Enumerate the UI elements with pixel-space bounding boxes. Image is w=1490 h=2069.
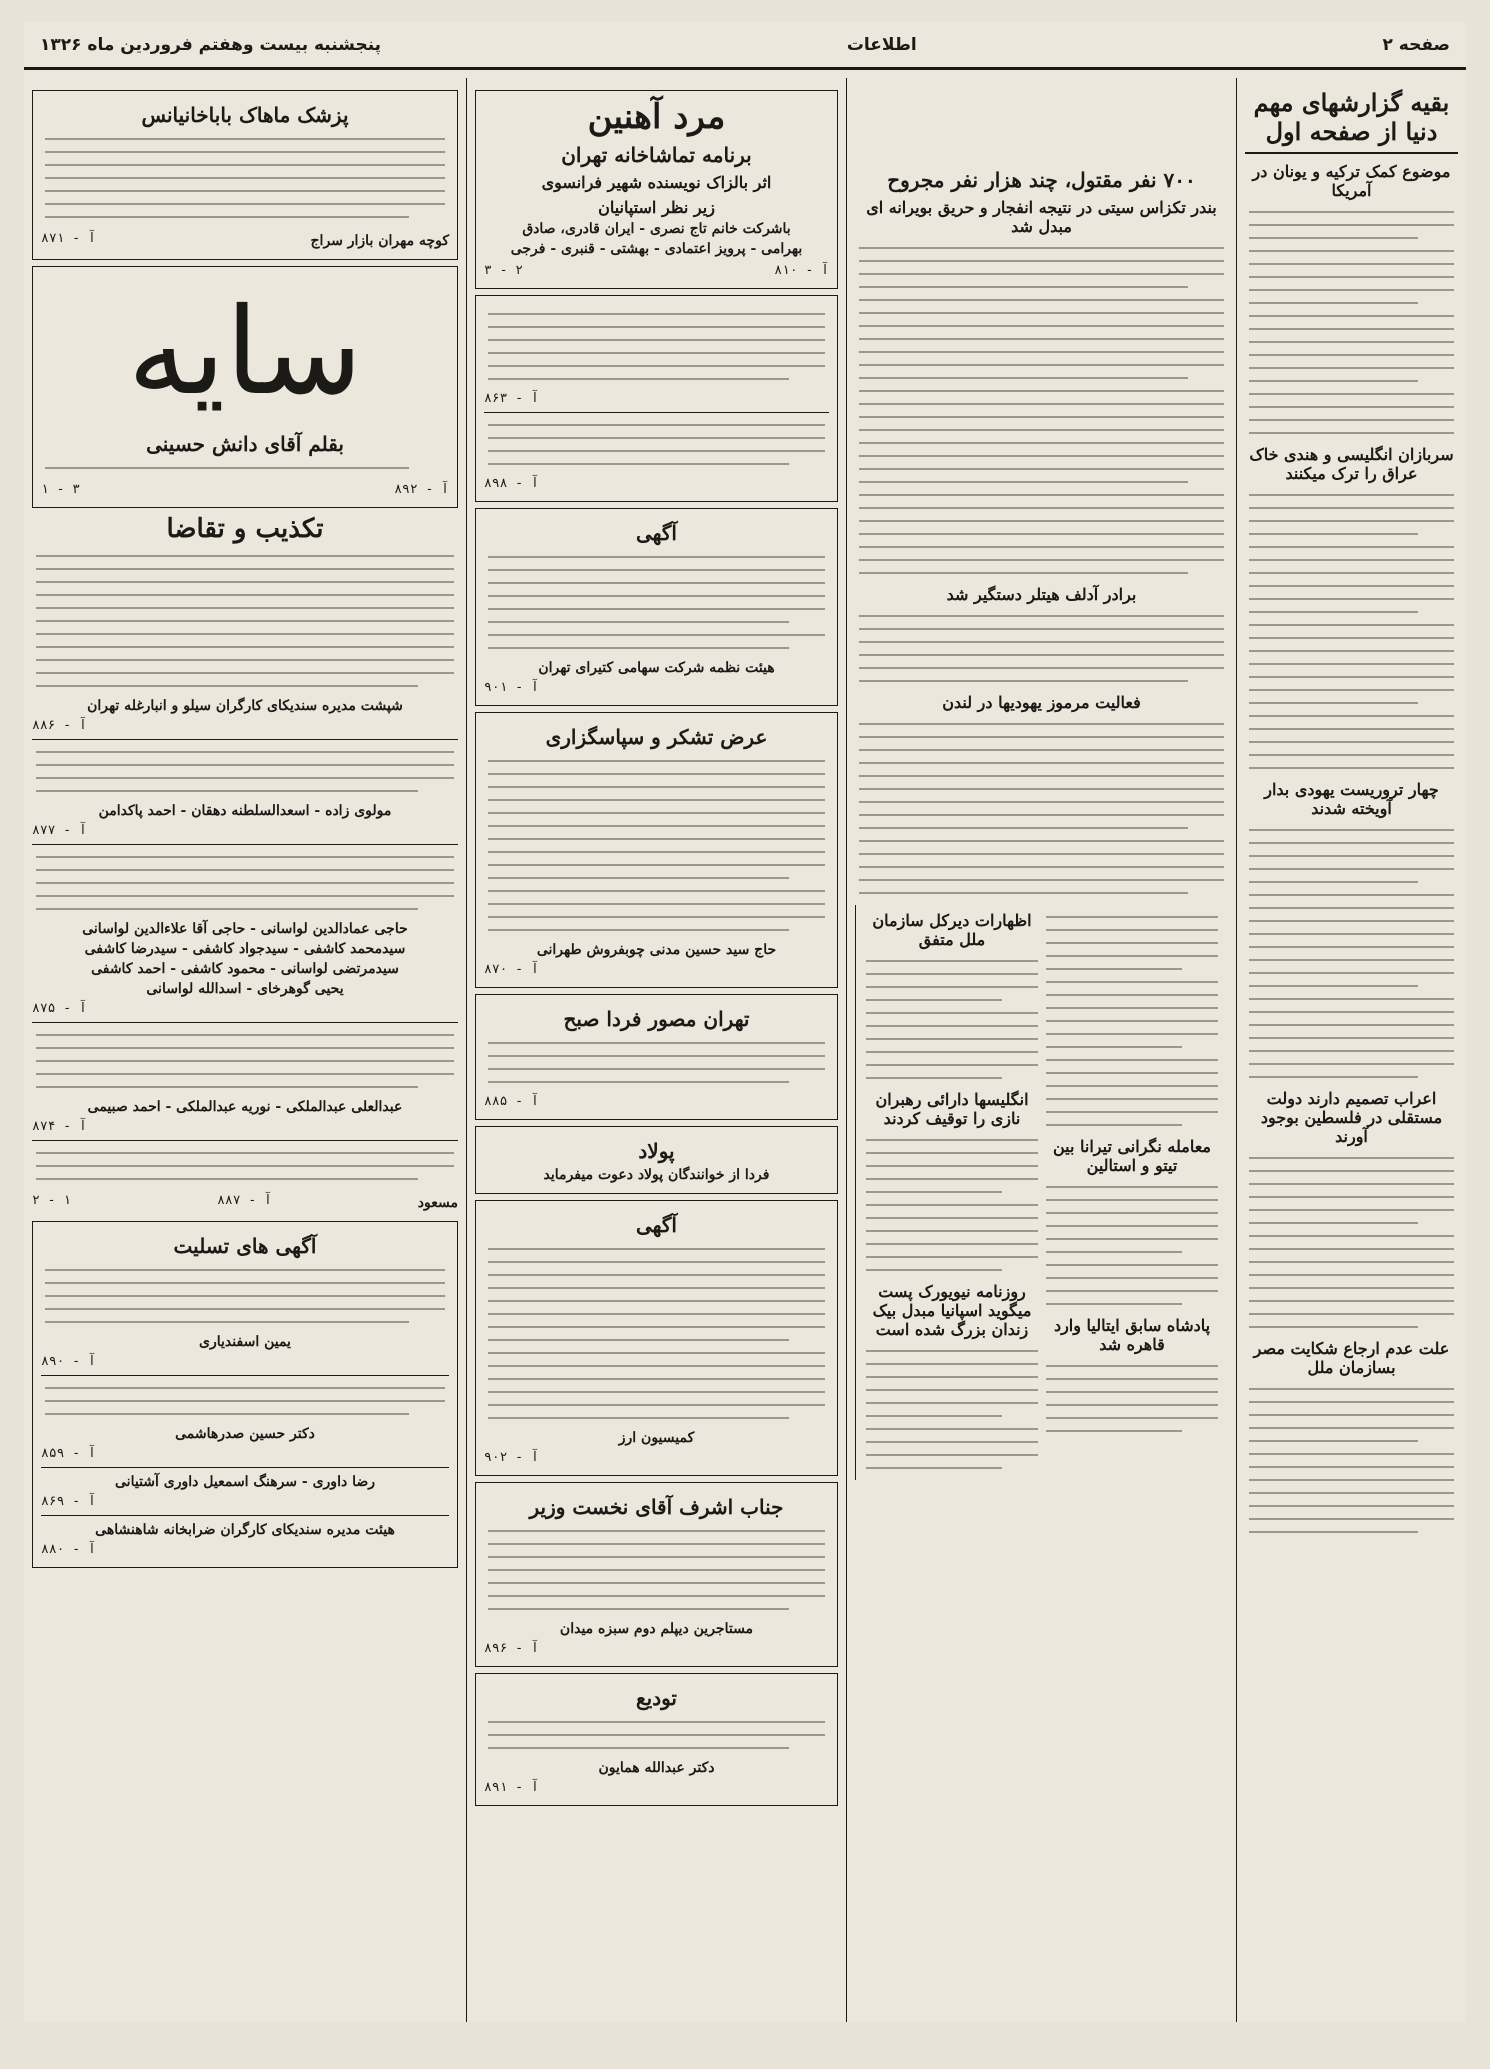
article-body <box>1042 916 1222 1126</box>
article-title: انگلیسها دارائی رهبران نازی را توقیف کردند <box>875 1090 1029 1128</box>
theater-director: زیر نظر استپانیان <box>598 198 715 217</box>
notice-signature: حاج سید حسین مدنی چوبفروش طهرانی <box>536 942 777 958</box>
notice-body <box>484 424 829 465</box>
article-title: موضوع کمک ترکیه و یونان در آمریکا <box>1252 162 1451 200</box>
notice-body <box>484 313 829 380</box>
notice-box <box>475 712 838 988</box>
book-ad <box>32 266 458 508</box>
article-body <box>855 615 1228 682</box>
ad-code: آ - ۸۹۱ <box>484 1780 539 1795</box>
notice-signature: دکتر عبدالله همایون <box>598 1760 715 1776</box>
subcolumn <box>855 905 1042 1480</box>
ad-code: ۱ - ۳ <box>41 482 81 497</box>
doctor-ad <box>32 90 458 260</box>
article-title: معامله نگرانی تیرانا بین تیتو و استالین <box>1052 1137 1211 1175</box>
subcolumns <box>855 905 1228 1480</box>
notice-signature: عبدالعلی عبدالملکی - نوریه عبدالملکی - احمد صبیمی <box>87 1099 403 1115</box>
ad-code: آ - ۸۷۰ <box>484 962 539 977</box>
ad-code: آ - ۸۵۹ <box>41 1446 96 1461</box>
ad-code: آ - ۸۷۴ <box>32 1119 87 1134</box>
notice-title: عرض تشکر و سپاسگزاری <box>545 725 768 749</box>
notice-title: آگهی <box>636 1213 677 1237</box>
article-body <box>1245 211 1458 434</box>
notice-box <box>475 295 838 502</box>
notice-box <box>475 1200 838 1476</box>
issue-date: پنجشنبه بیست وهفتم فروردین ماه ۱۳۲۶ <box>40 34 382 55</box>
notice-title: جناب اشرف آقای نخست وزیر <box>529 1495 784 1519</box>
ad-code: آ - ۸۷۱ <box>41 231 96 246</box>
article-title: چهار تروریست یهودی بدار آویخته شدند <box>1264 780 1439 818</box>
notice-body <box>484 1248 829 1419</box>
notice-body <box>484 1042 829 1083</box>
notice-box <box>475 1126 838 1194</box>
ad-code: آ - ۸۷۷ <box>32 823 87 838</box>
ad-code: آ - ۸۱۰ <box>774 263 829 278</box>
newspaper-page <box>24 22 1466 2022</box>
ad-code: آ - ۸۸۷ <box>217 1193 272 1208</box>
notice-body <box>484 760 829 931</box>
notice-subtitle: فردا از خوانندگان پولاد دعوت میفرماید <box>543 1167 770 1183</box>
article-body <box>855 247 1228 574</box>
article-title: اظهارات دیرکل سازمان ملل متفق <box>872 911 1032 949</box>
notice-signature: مسعود <box>417 1195 458 1211</box>
ad-code: آ - ۸۹۰ <box>41 1354 96 1369</box>
denial-title: تکذیب و تقاضا <box>166 514 324 544</box>
notice-signature: مستاجرین دیپلم دوم سبزه میدان <box>559 1621 754 1637</box>
theater-author: اثر بالزاک نویسنده شهیر فرانسوی <box>541 173 772 192</box>
paper-name: اطلاعات <box>846 34 917 55</box>
ad-code: آ - ۸۸۰ <box>41 1542 96 1557</box>
notice-signature: مولوی زاده - اسعدالسلطنه دهقان - احمد پاکدامن <box>98 803 392 819</box>
book-author: بقلم آقای دانش حسینی <box>146 432 344 456</box>
book-title: سایه <box>127 283 363 422</box>
notice-title: پولاد <box>638 1139 675 1163</box>
denial-body <box>32 555 458 687</box>
ad-code: آ - ۸۶۹ <box>41 1494 96 1509</box>
notice-signature: سیدمرتضی لواسانی - محمود کاشفی - احمد کاشفی <box>91 961 399 977</box>
notice-signature: کمیسیون ارز <box>618 1430 695 1446</box>
ad-code: آ - ۸۸۶ <box>32 718 87 733</box>
doctor-body <box>41 138 449 218</box>
theater-subtitle: برنامه تماشاخانه تهران <box>561 143 752 167</box>
ad-code: آ - ۸۹۲ <box>394 482 449 497</box>
notice-signature: هیئت نظمه شرکت سهامی کتیرای تهران <box>538 660 775 676</box>
theater-title: مرد آهنین <box>587 97 726 137</box>
doctor-address: کوچه مهران بازار سراج <box>310 233 449 249</box>
notice-signature: حاجی عمادالدین لواسانی - حاجی آقا علاءالدین لواسانی <box>82 921 408 937</box>
notice-box <box>475 1673 838 1806</box>
notice-box <box>475 994 838 1120</box>
theater-ad <box>475 90 838 289</box>
notice-title: تودیع <box>635 1686 677 1710</box>
notice-body <box>32 856 458 910</box>
notice-body <box>32 1034 458 1088</box>
notice-signature: سیدمحمد کاشفی - سیدجواد کاشفی - سیدرضا کاشفی <box>84 941 406 957</box>
article-title: اعراب تصمیم دارند دولت مستقلی در فلسطین بوجود آورند <box>1260 1089 1443 1146</box>
notice-body <box>32 751 458 792</box>
notice-body <box>484 1721 829 1749</box>
theater-cast: بهرامی - پرویز اعتمادی - بهشتی - قنبری - فرجی <box>510 241 803 257</box>
ad-code: آ - ۸۹۶ <box>484 1641 539 1656</box>
ad-code: ۳ - ۲ <box>484 263 524 278</box>
notice-signature: شپشت مدیره سندیکای کارگران سیلو و انبارغله تهران <box>87 698 403 714</box>
masthead <box>24 22 1466 70</box>
doctor-name: پزشک ماهاک باباخانیانس <box>141 103 349 127</box>
page-number: صفحه ۲ <box>1382 34 1450 55</box>
article-title: برادر آدلف هیتلر دستگیر شد <box>946 585 1137 604</box>
article-title: ۷۰۰ نفر مقتول، چند هزار نفر مجروح <box>887 168 1196 192</box>
article-title: سربازان انگلیسی و هندی خاک عراق را ترک میکنند <box>1249 445 1454 483</box>
article-body <box>1042 1186 1222 1305</box>
article-subtitle: بندر تکزاس سیتی در نتیجه انفجار و حریق بویرانه ای مبدل شد <box>866 198 1217 236</box>
column-world-news <box>1236 78 1466 2022</box>
condolence-body <box>41 1269 449 1323</box>
column-notices <box>466 78 846 2022</box>
notice-signature: یمین اسفندیاری <box>199 1334 291 1350</box>
article-title: علت عدم ارجاع شکایت مصر بسازمان ملل <box>1253 1339 1450 1377</box>
ad-code: آ - ۹۰۱ <box>484 680 539 695</box>
article-title: روزنامه نیویورک پست میگوید اسپانیا مبدل بیک زندان بزرگ شده است <box>872 1282 1032 1339</box>
book-body <box>41 467 449 469</box>
notice-box <box>475 1482 838 1667</box>
article-title: فعالیت مرموز یهودیها در لندن <box>942 693 1141 712</box>
column-ads <box>24 78 466 2022</box>
article-body <box>862 1350 1042 1469</box>
ad-code: ۲ - ۱ <box>32 1193 72 1208</box>
ad-code: آ - ۹۰۲ <box>484 1450 539 1465</box>
article-body <box>1042 1365 1222 1432</box>
article-title: پادشاه سابق ایتالیا وارد قاهره شد <box>1053 1316 1211 1354</box>
article-body <box>862 1139 1042 1271</box>
article-body <box>862 960 1042 1079</box>
article-body <box>855 723 1228 894</box>
notice-signature: یحیی گوهرخای - اسدالله لواسانی <box>146 981 344 997</box>
ad-code: آ - ۸۷۵ <box>32 1001 87 1016</box>
condolence-body <box>41 1387 449 1415</box>
subcolumn <box>1042 905 1228 1480</box>
ad-code: آ - ۸۸۵ <box>484 1094 539 1109</box>
condolence-title: آگهی های تسلیت <box>173 1234 317 1258</box>
notice-title: تهران مصور فردا صبح <box>563 1007 750 1031</box>
notice-signature: هیئت مدیره سندیکای کارگران ضرابخانه شاهنشاهی <box>95 1522 395 1538</box>
notice-signature: رضا داوری - سرهنگ اسمعیل داوری آشتیانی <box>115 1474 375 1490</box>
notice-body <box>32 1152 458 1180</box>
theater-cast: باشرکت خانم تاج نصری - ایران قادری، صادق <box>522 221 791 237</box>
column-news <box>846 78 1236 2022</box>
ad-code: آ - ۸۹۸ <box>484 476 539 491</box>
article-body <box>1245 1388 1458 1533</box>
headline-world-news: بقیه گزارشهای مهم دنیا از صفحه اول <box>1245 88 1458 154</box>
notice-box <box>475 508 838 706</box>
article-body <box>1245 829 1458 1078</box>
article-body <box>1245 1157 1458 1328</box>
notice-signature: دکتر حسین صدرهاشمی <box>175 1426 315 1442</box>
ad-code: آ - ۸۶۳ <box>484 391 539 406</box>
notice-body <box>484 556 829 649</box>
notice-title: آگهی <box>636 521 677 545</box>
notice-body <box>484 1530 829 1610</box>
article-body <box>1245 494 1458 769</box>
columns <box>24 78 1466 2022</box>
condolence-box <box>32 1221 458 1568</box>
